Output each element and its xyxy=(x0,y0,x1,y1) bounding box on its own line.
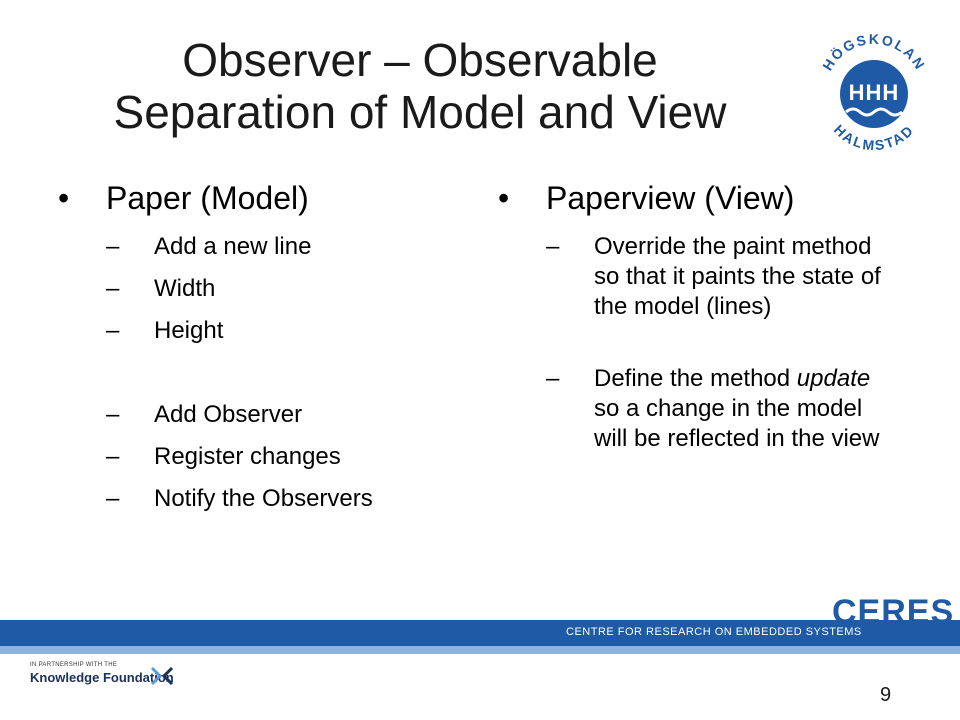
page-number: 9 xyxy=(880,684,892,706)
kf-partnership-text: IN PARTNERSHIP WITH THE xyxy=(30,662,118,668)
right-bullet xyxy=(498,178,898,218)
logo-mark: HHH xyxy=(848,80,900,105)
left-item: – Add a new line xyxy=(106,233,312,260)
right-item-1-text: Override the paint method so that it paints the state of the model (lines) xyxy=(594,233,881,320)
logo-arc-top: HÖGSKOLAN xyxy=(819,30,929,74)
update-keyword: update xyxy=(796,365,871,392)
logo-arc-bottom: HALMSTAD xyxy=(830,121,918,154)
right-column xyxy=(498,178,898,466)
left-item: – Register changes xyxy=(106,443,341,470)
right-item: – Override the paint method so that it paints the state of the model (lines) xyxy=(546,232,898,322)
left-column xyxy=(58,178,478,526)
left-item: – Height xyxy=(106,317,224,344)
left-heading: Paper (Model) xyxy=(106,180,309,216)
title-line-1: Observer – Observable xyxy=(182,34,658,86)
right-item: – Define the method update so a change in the model will be reflected in the view xyxy=(546,364,898,454)
right-item-2-text: Define the method update so a change in the model will be reflected in the view xyxy=(594,365,880,452)
ceres-subtitle: CENTRE FOR RESEARCH ON EMBEDDED SYSTEMS xyxy=(566,626,862,638)
left-item: – Add Observer xyxy=(106,401,303,428)
bullet-mark: • xyxy=(498,180,510,216)
knowledge-foundation-chevrons-icon xyxy=(150,664,176,688)
kf-name: Knowledge Foundation xyxy=(30,670,174,685)
title-line-2: Separation of Model and View xyxy=(113,86,727,138)
bullet-mark: • xyxy=(58,180,70,216)
left-item: – Notify the Observers xyxy=(106,485,373,512)
right-heading: Paperview (View) xyxy=(546,180,795,216)
left-bullet xyxy=(58,178,478,218)
slide-title xyxy=(40,34,800,138)
hogskolan-halmstad-logo xyxy=(812,20,936,164)
left-item: – Width xyxy=(106,275,216,302)
ceres-logo-text: CERES xyxy=(832,593,955,631)
footer-band-light xyxy=(0,646,960,654)
